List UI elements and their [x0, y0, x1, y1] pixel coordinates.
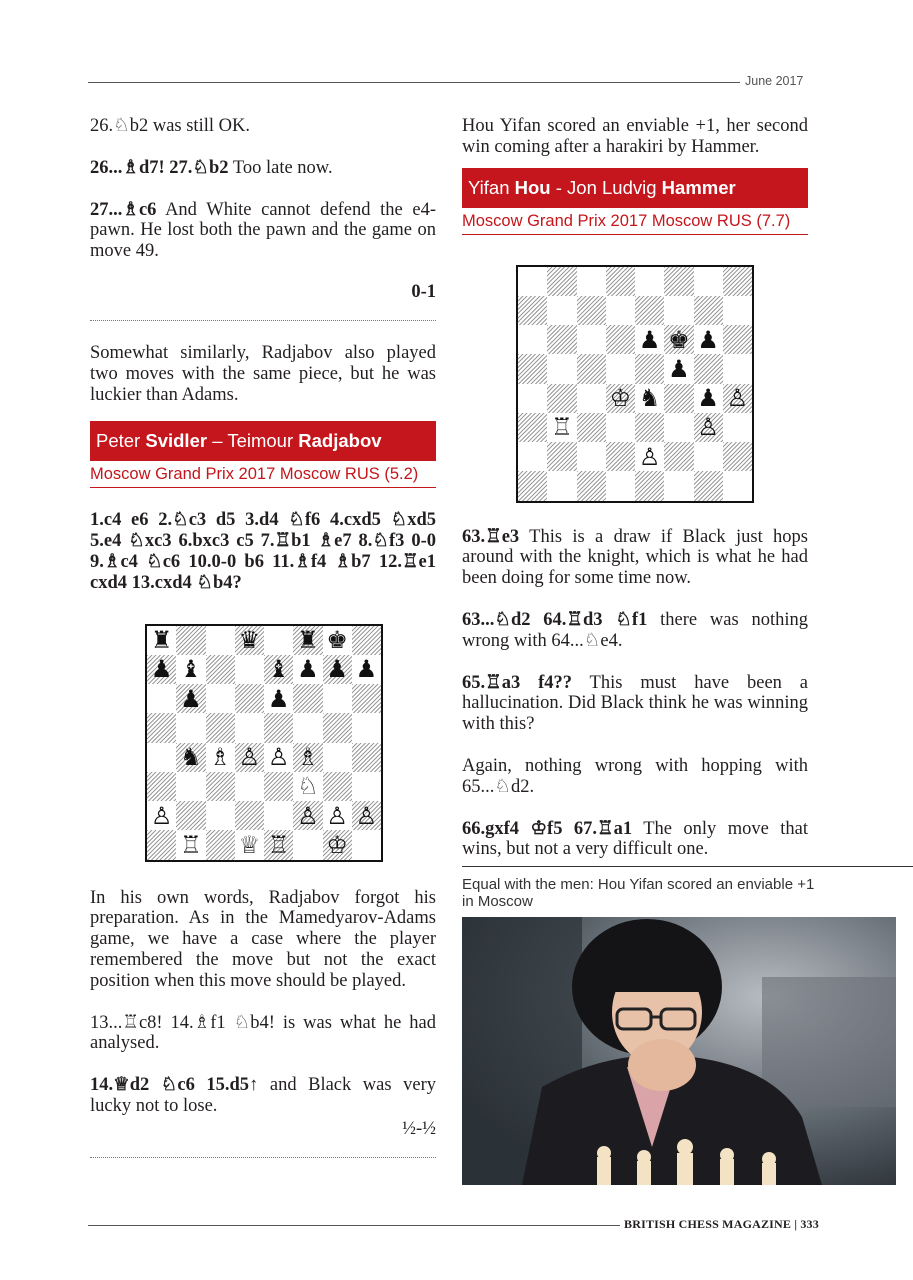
chess-piece: ♙ — [326, 801, 348, 830]
footer — [624, 1217, 819, 1232]
board-square — [664, 413, 693, 442]
board-square — [577, 267, 606, 296]
chess-piece: ♗ — [209, 743, 231, 772]
chess-diagram — [516, 265, 754, 503]
board-square — [694, 384, 723, 413]
board-square — [206, 655, 235, 684]
board-square — [518, 325, 547, 354]
chess-piece: ♜ — [297, 626, 319, 655]
board-square — [235, 743, 264, 772]
board-square — [147, 772, 176, 801]
game-heading: Yifan Hou - Jon Ludvig Hammer — [462, 168, 808, 208]
player-photo-illustration — [462, 917, 896, 1185]
paragraph: In his own words, Radjabov forgot his preparation. As in the Mamedyarov-Adams game, we have a case where the player remembered the move but not the exact position when this move should be played. — [90, 887, 436, 991]
dotted-divider — [90, 1157, 436, 1158]
left-column — [90, 116, 436, 1180]
board-square — [577, 296, 606, 325]
paragraph — [462, 527, 808, 589]
footer-divider: | — [794, 1217, 798, 1231]
event-line: Moscow Grand Prix 2017 Moscow RUS (5.2) — [90, 465, 436, 488]
board-square — [518, 384, 547, 413]
board-square — [723, 384, 752, 413]
commentary: The only move that wins, but not a very difficult one. — [462, 818, 808, 860]
board-square — [264, 743, 293, 772]
chess-piece: ♝ — [180, 655, 202, 684]
board-square — [323, 743, 352, 772]
move-text: 26...♗d7! 27.♘b2 — [90, 157, 229, 178]
chess-piece: ♟ — [697, 384, 719, 413]
board-square — [606, 471, 635, 500]
board-square — [235, 626, 264, 655]
board-square — [606, 296, 635, 325]
board-square — [694, 325, 723, 354]
board-square — [323, 801, 352, 830]
board-square — [235, 772, 264, 801]
commentary: This is a draw if Black just hops around with the knight, which is what he had been doing for some time now. — [462, 526, 808, 589]
commentary: and Black was very lucky not to lose. — [90, 1075, 436, 1116]
board-square — [694, 442, 723, 471]
move-text: 65.♖a3 f4?? — [462, 672, 573, 693]
game-result: 0-1 — [411, 281, 436, 302]
chess-piece: ♟ — [355, 655, 378, 684]
board-square — [635, 267, 664, 296]
board-square — [352, 655, 381, 684]
board-square — [206, 801, 235, 830]
board-square — [606, 325, 635, 354]
chess-piece: ♖ — [551, 413, 573, 442]
board-square — [518, 442, 547, 471]
board-square — [606, 413, 635, 442]
board-square — [635, 354, 664, 383]
game-heading: Peter Svidler – Teimour Radjabov — [90, 421, 436, 461]
paragraph: Again, nothing wrong with hopping with 65...♘d2. — [462, 755, 808, 797]
board-square — [664, 267, 693, 296]
board-square — [635, 384, 664, 413]
board-square — [206, 684, 235, 713]
board-square — [176, 684, 205, 713]
board-square — [147, 626, 176, 655]
chess-piece: ♟ — [638, 325, 661, 354]
board-square — [694, 296, 723, 325]
board-square — [606, 384, 635, 413]
board-square — [518, 413, 547, 442]
board-square — [723, 413, 752, 442]
chess-piece: ♕ — [238, 830, 261, 859]
board-square — [606, 267, 635, 296]
paragraph — [462, 819, 808, 861]
board-square — [206, 772, 235, 801]
board-square — [323, 626, 352, 655]
board-square — [547, 354, 576, 383]
chess-piece: ♙ — [638, 442, 661, 471]
board-square — [547, 325, 576, 354]
board-square — [293, 743, 322, 772]
page-number: 333 — [800, 1217, 819, 1231]
chess-piece: ♖ — [180, 830, 202, 859]
board-square — [176, 772, 205, 801]
board-square — [147, 743, 176, 772]
board-square — [518, 354, 547, 383]
board-square — [293, 801, 322, 830]
board-square — [577, 384, 606, 413]
board-square — [664, 325, 693, 354]
board-square — [264, 655, 293, 684]
move-text: 63...♘d2 64.♖d3 ♘f1 — [462, 609, 648, 630]
caption-rule — [462, 866, 913, 867]
board-square — [235, 655, 264, 684]
paragraph — [90, 1075, 436, 1117]
chess-piece: ♝ — [267, 655, 290, 684]
board-square — [723, 267, 752, 296]
paragraph — [462, 673, 808, 735]
chess-piece: ♚ — [668, 325, 690, 354]
paragraph: 13...♖c8! 14.♗f1 ♘b4! is was what he had analysed. — [90, 1012, 436, 1054]
chess-piece: ♞ — [180, 743, 202, 772]
board-square — [293, 655, 322, 684]
chess-piece: ♘ — [297, 772, 319, 801]
board-square — [635, 296, 664, 325]
board-square — [264, 801, 293, 830]
chess-piece: ♙ — [150, 801, 173, 830]
board-square — [723, 442, 752, 471]
board-square — [635, 413, 664, 442]
board-square — [235, 713, 264, 742]
board-square — [264, 684, 293, 713]
chess-piece: ♟ — [150, 655, 173, 684]
board-square — [176, 830, 205, 859]
chess-piece: ♟ — [697, 325, 719, 354]
board-square — [264, 626, 293, 655]
board-square — [723, 325, 752, 354]
board-square — [147, 655, 176, 684]
commentary: And White cannot defend the e4-pawn. He lost both the pawn and the game on move 49. — [90, 199, 436, 262]
board-square — [635, 471, 664, 500]
move-text: 14.♕d2 ♘c6 15.d5 — [90, 1075, 250, 1096]
board-square — [176, 626, 205, 655]
board-square — [352, 772, 381, 801]
board-square — [352, 626, 381, 655]
move-text: 66.gxf4 ♔f5 67.♖a1 — [462, 818, 633, 839]
chess-piece: ♙ — [697, 413, 719, 442]
chess-piece: ♔ — [326, 830, 348, 859]
board-square — [147, 830, 176, 859]
chess-piece: ♚ — [326, 626, 348, 655]
paragraph: Somewhat similarly, Radjabov also played two moves with the same piece, but he was luckier than Adams. — [90, 342, 436, 405]
board-square — [147, 713, 176, 742]
board-square — [723, 296, 752, 325]
board-square — [547, 442, 576, 471]
board-square — [635, 325, 664, 354]
board-square — [547, 413, 576, 442]
chess-piece: ♙ — [267, 743, 290, 772]
photo-caption: Equal with the men: Hou Yifan scored an enviable +1 in Moscow — [462, 876, 815, 910]
issue-date: June 2017 — [745, 74, 804, 88]
chess-piece: ♙ — [238, 743, 261, 772]
board-square — [293, 772, 322, 801]
board-square — [147, 801, 176, 830]
board-square — [323, 655, 352, 684]
initiative-symbol: ↑ — [249, 1075, 259, 1096]
board-square — [176, 655, 205, 684]
event-line: Moscow Grand Prix 2017 Moscow RUS (7.7) — [462, 212, 808, 235]
magazine-name: BRITISH CHESS MAGAZINE — [624, 1217, 792, 1231]
board-square — [635, 442, 664, 471]
board-square — [723, 471, 752, 500]
board-square — [577, 354, 606, 383]
chess-piece: ♛ — [238, 626, 261, 655]
chess-piece: ♜ — [150, 626, 173, 655]
board-square — [694, 413, 723, 442]
board-square — [264, 830, 293, 859]
board-square — [694, 471, 723, 500]
board-square — [547, 384, 576, 413]
right-column — [462, 116, 808, 881]
board-square — [606, 442, 635, 471]
board-square — [352, 684, 381, 713]
board-square — [293, 626, 322, 655]
board-square — [664, 354, 693, 383]
chess-piece: ♟ — [326, 655, 348, 684]
board-square — [577, 471, 606, 500]
board-wrap — [462, 265, 808, 503]
board-square — [547, 267, 576, 296]
board-square — [547, 296, 576, 325]
chess-piece: ♗ — [297, 743, 319, 772]
photo-hou-yifan — [462, 917, 896, 1185]
board-square — [206, 743, 235, 772]
board-square — [352, 830, 381, 859]
chess-piece: ♙ — [726, 384, 749, 413]
board-square — [352, 713, 381, 742]
board-square — [352, 743, 381, 772]
board-square — [176, 743, 205, 772]
board-square — [293, 830, 322, 859]
chess-piece: ♟ — [267, 684, 290, 713]
board-square — [664, 442, 693, 471]
paragraph: 26.♘b2 was still OK. — [90, 116, 250, 136]
board-square — [235, 801, 264, 830]
board-square — [176, 713, 205, 742]
paragraph — [462, 610, 808, 652]
board-square — [694, 354, 723, 383]
footer-rule — [88, 1225, 620, 1226]
board-square — [518, 296, 547, 325]
paragraph — [90, 158, 436, 179]
chess-piece: ♟ — [668, 354, 690, 383]
chess-piece: ♟ — [297, 655, 319, 684]
board-square — [264, 713, 293, 742]
paragraph — [90, 200, 436, 262]
chess-piece: ♖ — [267, 830, 290, 859]
board-square — [664, 296, 693, 325]
board-square — [518, 471, 547, 500]
paragraph: Hou Yifan scored an enviable +1, her second win coming after a harakiri by Hammer. — [462, 116, 808, 157]
chess-piece: ♔ — [609, 384, 632, 413]
board-square — [518, 267, 547, 296]
board-square — [352, 801, 381, 830]
chess-piece: ♟ — [180, 684, 202, 713]
board-square — [323, 684, 352, 713]
board-square — [694, 267, 723, 296]
game-moves: 1.c4 e6 2.♘c3 d5 3.d4 ♘f6 4.cxd5 ♘xd5 5.e4 ♘xc3 6.bxc3 c5 7.♖b1 ♗e7 8.♘f3 0-0 9.♗c4 ♘c6 10.0-0 b6 11.♗f4 ♗b7 12.♖e1 cxd4 13.cxd4 ♘b4? — [90, 510, 436, 593]
chess-piece: ♙ — [355, 801, 378, 830]
board-square — [547, 471, 576, 500]
move-text: 27...♗c6 — [90, 199, 157, 220]
header-rule — [88, 82, 740, 83]
board-square — [664, 471, 693, 500]
move-text: 63.♖e3 — [462, 526, 520, 547]
commentary: there was nothing wrong with 64...♘e4. — [462, 609, 808, 651]
board-square — [235, 830, 264, 859]
board-square — [147, 684, 176, 713]
chess-piece: ♞ — [638, 384, 661, 413]
board-square — [206, 830, 235, 859]
board-square — [577, 442, 606, 471]
board-square — [606, 354, 635, 383]
board-square — [293, 713, 322, 742]
board-square — [577, 413, 606, 442]
chess-piece: ♙ — [297, 801, 319, 830]
board-square — [323, 713, 352, 742]
board-square — [176, 801, 205, 830]
board-square — [664, 384, 693, 413]
chess-diagram — [145, 624, 383, 862]
board-square — [264, 772, 293, 801]
commentary: Too late now. — [228, 157, 333, 178]
board-square — [235, 684, 264, 713]
dotted-divider — [90, 320, 436, 321]
commentary: This must have been a hallucination. Did Black think he was winning with this? — [462, 672, 809, 735]
board-wrap — [90, 624, 436, 862]
board-square — [206, 713, 235, 742]
game-result: ½-½ — [402, 1118, 436, 1139]
board-square — [723, 354, 752, 383]
board-square — [293, 684, 322, 713]
board-square — [323, 772, 352, 801]
board-square — [323, 830, 352, 859]
board-square — [577, 325, 606, 354]
board-square — [206, 626, 235, 655]
